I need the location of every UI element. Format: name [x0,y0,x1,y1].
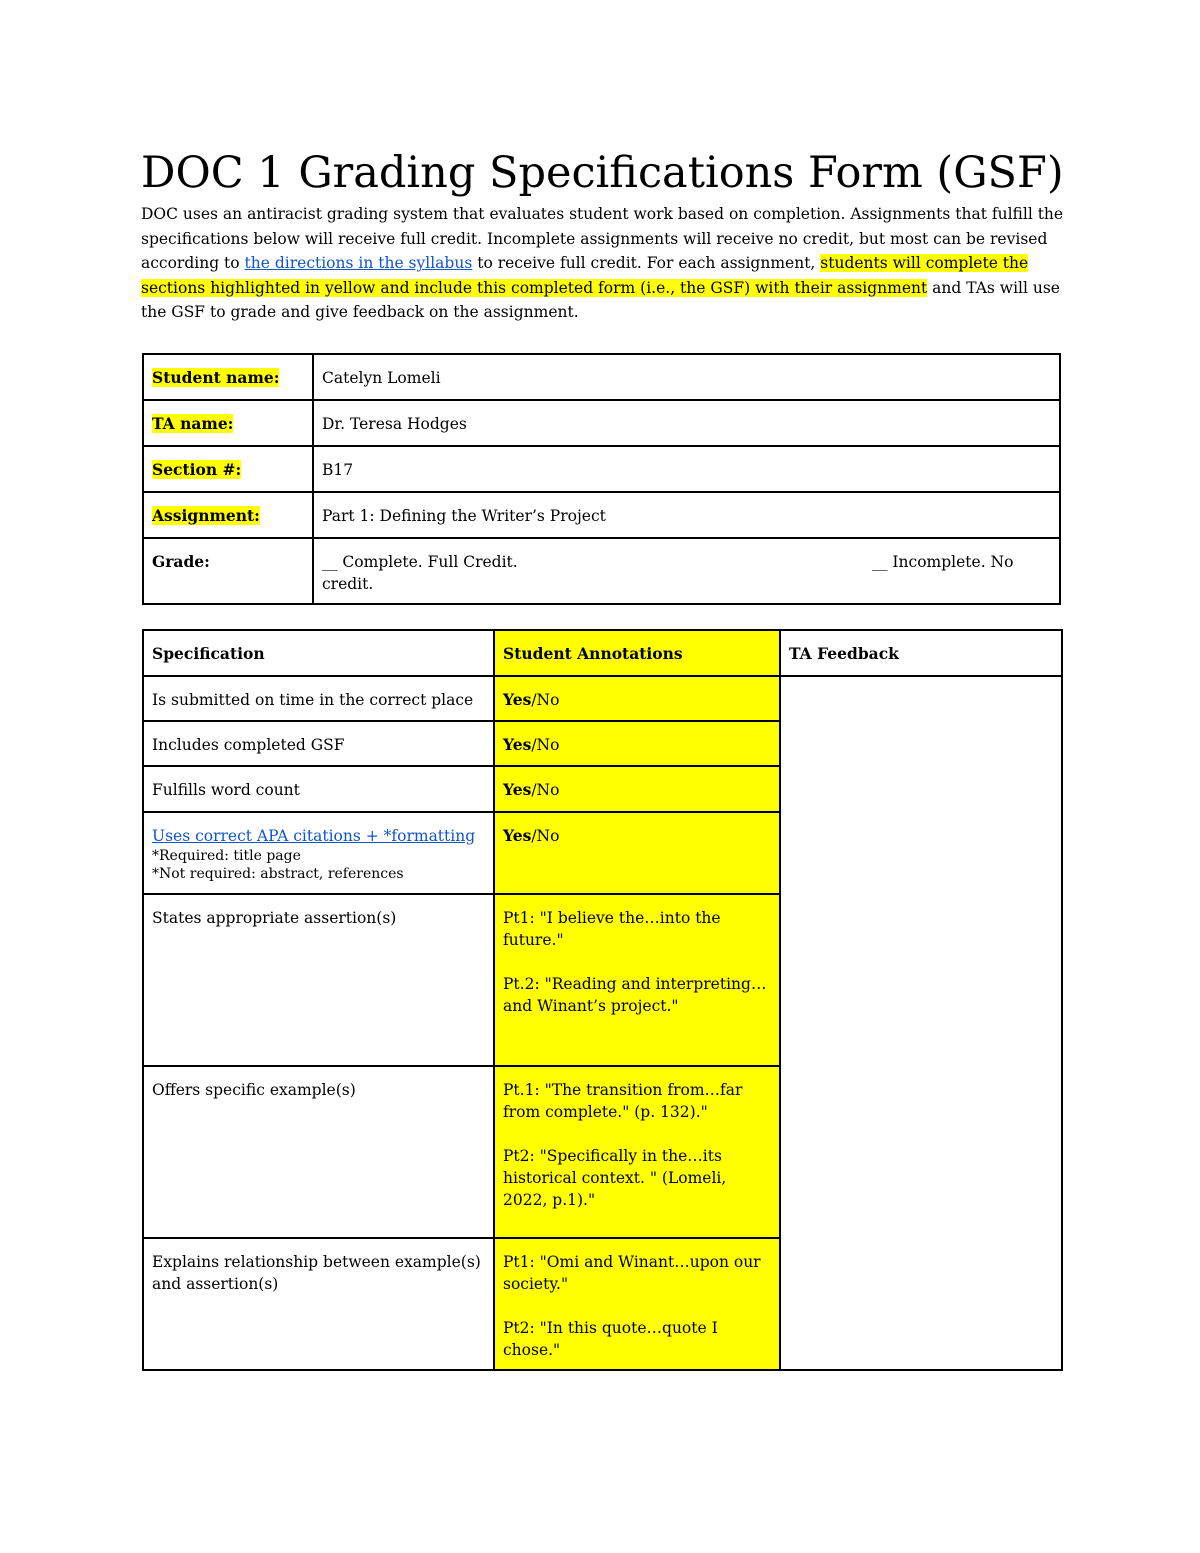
spec-cell: Offers specific example(s) [143,1066,494,1238]
annotation-part1: Pt1: "Omi and Winant…upon our society." [503,1253,761,1293]
spec-cell: Explains relationship between example(s) and assertion(s) [143,1238,494,1370]
annotation-cell[interactable] [494,1238,780,1370]
no-option[interactable]: /No [531,827,560,845]
annotation-cell[interactable] [494,721,780,766]
apa-citations-link[interactable]: Uses correct APA citations + *formatting [152,827,476,845]
student-name-label: Student name: [152,368,280,387]
specification-table [142,629,1063,1371]
annotation-part2: Pt.2: "Reading and interpreting…and Winant’s project." [503,975,767,1015]
no-option[interactable]: /No [531,691,560,709]
grade-value[interactable] [313,538,1060,604]
grade-incomplete[interactable]: __ Incomplete. No [872,553,1014,571]
header-specification: Specification [143,630,494,676]
yes-option[interactable]: Yes [503,826,532,845]
spec-header-row [143,630,1062,676]
grade-row [143,538,1060,604]
intro-text-1: DOC uses an antiracist grading system that evaluates student work based on completion. Assignments that fulfill the specifications below will receive full credit. Incomplete assignments will receive no credit, but most can be revised according to [141,205,1064,273]
student-info-table [142,353,1061,605]
grade-incomplete-cont: credit. [322,575,374,593]
header-ta-feedback: TA Feedback [780,630,1062,676]
annotation-cell[interactable] [494,894,780,1066]
annotation-part1: Pt.1: "The transition from…far from complete." (p. 132)." [503,1081,743,1121]
ta-name-value[interactable]: Dr. Teresa Hodges [313,400,1060,446]
assignment-row [143,492,1060,538]
intro-text-2: to receive full credit. For each assignment, [472,254,821,273]
section-value[interactable]: B17 [313,446,1060,492]
section-label: Section #: [152,460,242,479]
section-row [143,446,1060,492]
header-student-annotations: Student Annotations [494,630,780,676]
table-row [143,676,1062,721]
no-option[interactable]: /No [531,781,560,799]
assignment-label: Assignment: [152,506,260,525]
page-title: DOC 1 Grading Specifications Form (GSF) [141,148,1064,198]
grade-complete[interactable]: __ Complete. Full Credit. [322,553,518,571]
spec-cell: Is submitted on time in the correct place [143,676,494,721]
annotation-part1: Pt1: "I believe the…into the future." [503,909,721,949]
spec-cell: States appropriate assertion(s) [143,894,494,1066]
spec-cell [143,812,494,894]
apa-required-note: *Required: title page [152,848,301,864]
yes-option[interactable]: Yes [503,780,532,799]
spec-cell: Includes completed GSF [143,721,494,766]
ta-name-label: TA name: [152,414,234,433]
syllabus-link[interactable]: the directions in the syllabus [244,254,473,273]
yes-option[interactable]: Yes [503,690,532,709]
assignment-value[interactable]: Part 1: Defining the Writer’s Project [313,492,1060,538]
annotation-part2: Pt2: "Specifically in the…its historical context. " (Lomeli, 2022, p.1)." [503,1147,727,1209]
apa-not-required-note: *Not required: abstract, references [152,866,404,882]
ta-feedback-cell[interactable] [780,676,1062,1370]
yes-option[interactable]: Yes [503,735,532,754]
student-name-value[interactable]: Catelyn Lomeli [313,354,1060,400]
annotation-cell[interactable] [494,1066,780,1238]
grade-label: Grade: [143,538,313,604]
annotation-part2: Pt2: "In this quote…quote I chose." [503,1319,718,1359]
annotation-cell[interactable] [494,676,780,721]
intro-paragraph [141,202,1066,325]
no-option[interactable]: /No [531,736,560,754]
intro-highlight: students will complete the sections highlighted in yellow and include this completed form (i.e., the GSF) with their assignment [141,254,1029,297]
annotation-cell[interactable] [494,766,780,812]
student-name-row [143,354,1060,400]
intro-text-3: and TAs will use the GSF to grade and give feedback on the assignment. [141,278,1060,322]
spec-cell: Fulfills word count [143,766,494,812]
annotation-cell[interactable] [494,812,780,894]
ta-name-row [143,400,1060,446]
